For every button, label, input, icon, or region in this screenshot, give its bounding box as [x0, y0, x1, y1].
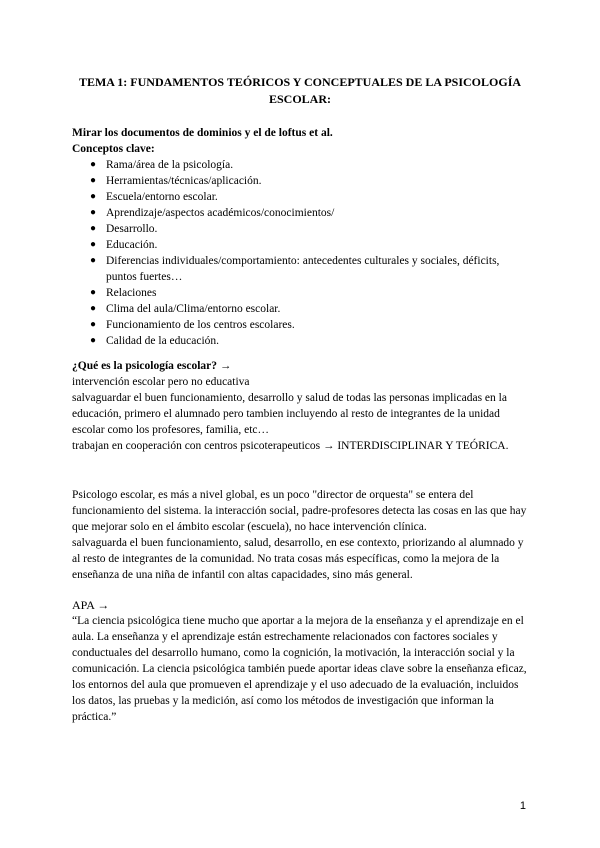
page-number: 1 — [519, 800, 526, 812]
bullet-icon: ● — [89, 159, 97, 170]
bullet-icon: ● — [89, 303, 97, 314]
list-item: ● Aprendizaje/aspectos académicos/conocimientos/ — [89, 207, 335, 219]
section-what-is — [72, 358, 532, 454]
list-item: ● Herramientas/técnicas/aplicación. — [89, 175, 262, 187]
bullet-icon: ● — [89, 191, 97, 202]
paragraph: salvaguarda el buen funcionamiento, salud, desarrollo, en ese contexto, priorizando al alumnado y al resto de integrantes de la comunidad. No trata cosas más específicas, como la mejora de la enseñanza de una niña de infantil con altas capacidades, sino más general. — [72, 537, 524, 581]
paragraph: trabajan en cooperación con centros psicoterapeuticos → INTERDISCIPLINAR Y TEÓRICA. — [72, 440, 509, 452]
intro-block — [72, 125, 532, 157]
bullet-icon: ● — [89, 223, 97, 234]
concepts-list — [88, 157, 532, 349]
list-item: ● Funcionamiento de los centros escolares. — [89, 319, 295, 331]
bullet-icon: ● — [89, 319, 97, 330]
section-heading: ¿Qué es la psicología escolar? → — [72, 360, 232, 372]
list-item: ● Rama/área de la psicología. — [89, 159, 234, 171]
paragraph: Psicologo escolar, es más a nivel global, es un poco "director de orquesta" se entera del funcionamiento del sistema. la interacción social, padre-profesores detecta las cosas en las que hay que mejorar solo en el ámbito escolar (escuela), no hace intervención clínica. — [72, 489, 527, 533]
page-title: TEMA 1: FUNDAMENTOS TEÓRICOS Y CONCEPTUALES DE LA PSICOLOGÍA ESCOLAR: — [78, 75, 522, 106]
paragraph: intervención escolar pero no educativa — [72, 376, 250, 388]
list-item: ● Calidad de la educación. — [89, 335, 220, 347]
apa-quote: “La ciencia psicológica tiene mucho que aportar a la mejora de la enseñanza y el aprendizaje en el aula. La enseñanza y el aprendizaje están estrechamente relacionados con factores sociales y conductuales del desarrollo humano, como la cognición, la motivación, la interacción social y la comunicación. La ciencia psicológica también puede aportar ideas clave sobre la enseñanza eficaz, los entornos del aula que promueven el aprendizaje y el uso adecuado de la evaluación, incluidos los datos, las pruebas y la medición, así como los métodos de investigación que informan la práctica.” — [72, 615, 527, 723]
bullet-icon: ● — [89, 335, 97, 346]
list-item: ● Desarrollo. — [89, 223, 158, 235]
section-psychologist — [72, 487, 532, 583]
list-item: ● Diferencias individuales/comportamiento: antecedentes culturales y sociales, déficits, puntos fuertes… — [89, 255, 500, 283]
section-heading: APA → — [72, 598, 110, 612]
list-item: ● Relaciones — [89, 287, 157, 299]
list-item: ● Escuela/entorno escolar. — [89, 191, 218, 203]
bullet-icon: ● — [89, 287, 97, 298]
bullet-icon: ● — [89, 255, 97, 266]
intro-note: Mirar los documentos de dominios y el de loftus et al. — [72, 127, 333, 139]
section-apa — [72, 597, 532, 725]
list-item: ● Educación. — [89, 239, 158, 251]
paragraph: salvaguardar el buen funcionamiento, desarrollo y salud de todas las personas implicadas en la educación, primero el alumnado pero tambien incluyendo al resto de integrantes de la unidad escolar como los profesores, familia, etc… — [72, 392, 507, 436]
list-item: ● Clima del aula/Clima/entorno escolar. — [89, 303, 281, 315]
bullet-icon: ● — [89, 175, 97, 186]
bullet-icon: ● — [89, 207, 97, 218]
bullet-icon: ● — [89, 239, 97, 250]
concepts-heading: Conceptos clave: — [72, 143, 155, 155]
concepts-list-block — [88, 157, 532, 349]
